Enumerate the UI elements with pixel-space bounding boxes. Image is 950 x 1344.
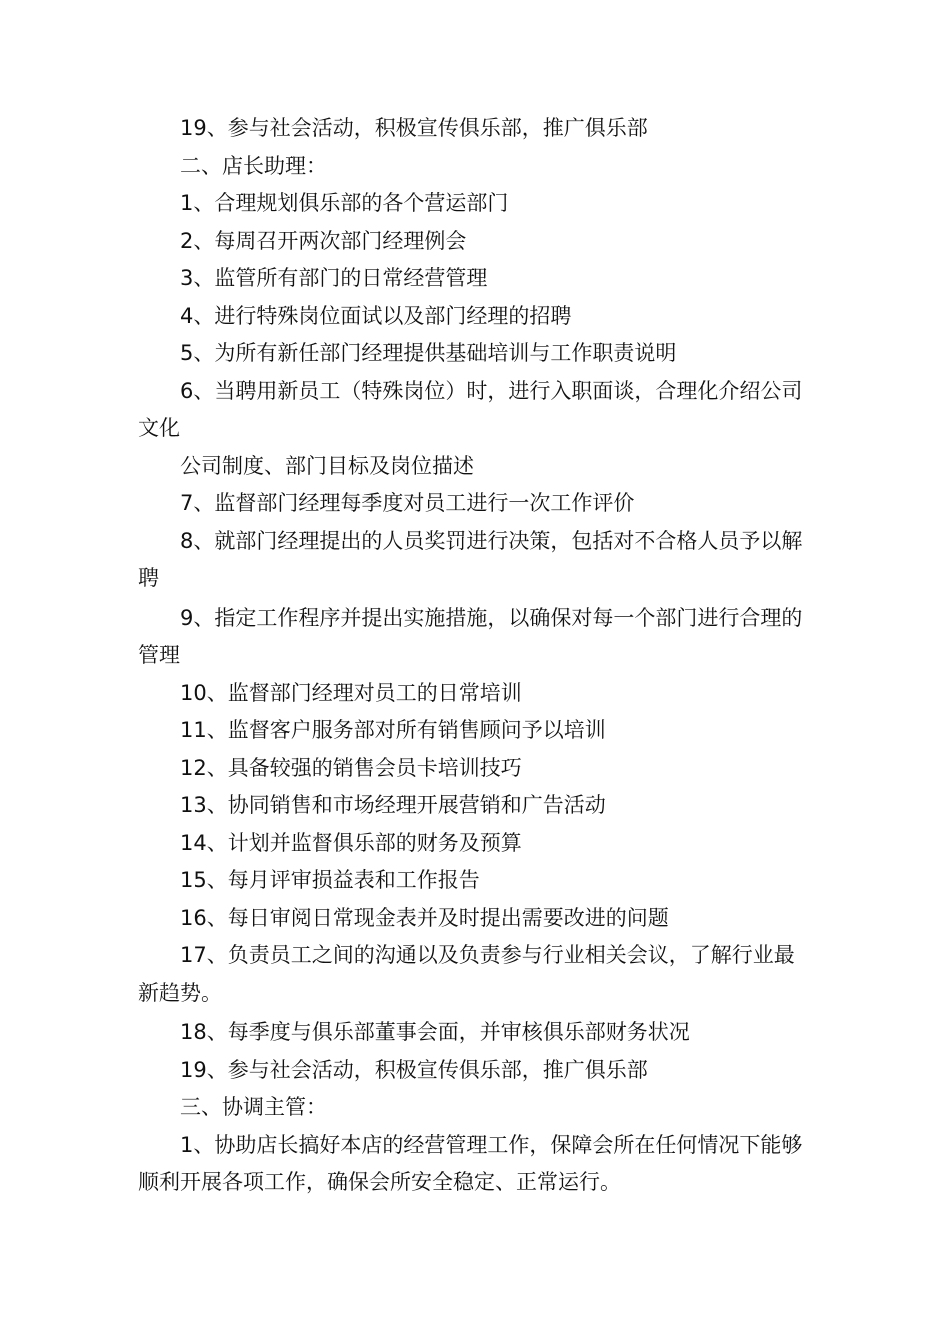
- paragraph-item-11: 11、监督客户服务部对所有销售顾问予以培训: [180, 718, 606, 742]
- paragraph-item-10: 10、监督部门经理对员工的日常培训: [180, 680, 522, 705]
- paragraph-item-19-repeat: 19、参与社会活动，积极宣传俱乐部，推广俱乐部: [180, 1057, 648, 1082]
- section-heading-coordinator: 三、协调主管：: [180, 1095, 327, 1119]
- document-body: [138, 110, 810, 1202]
- paragraph-item-9: 9、指定工作程序并提出实施措施，以确保对每一个部门进行合理的管理: [138, 605, 803, 667]
- paragraph-continuation: 公司制度、部门目标及岗位描述: [180, 453, 474, 478]
- paragraph-item-13: 13、协同销售和市场经理开展营销和广告活动: [180, 793, 606, 817]
- paragraph-item-3: 3、监管所有部门的日常经营管理: [180, 266, 488, 290]
- paragraph-coordinator-item-1: 1、协助店长搞好本店的经营管理工作，保障会所在任何情况下能够顺利开展各项工作，确保会所安全稳定、正常运行。: [138, 1132, 803, 1194]
- paragraph-item-14: 14、计划并监督俱乐部的财务及预算: [180, 830, 522, 855]
- paragraph-item-12: 12、具备较强的销售会员卡培训技巧: [180, 755, 522, 780]
- paragraph-item-8: 8、就部门经理提出的人员奖罚进行决策，包括对不合格人员予以解聘: [138, 528, 803, 590]
- paragraph-item-18: 18、每季度与俱乐部董事会面，并审核俱乐部财务状况: [180, 1020, 690, 1044]
- paragraph-item-5: 5、为所有新任部门经理提供基础培训与工作职责说明: [180, 341, 677, 365]
- paragraph-item-6: 6、当聘用新员工（特殊岗位）时，进行入职面谈，合理化介绍公司文化: [138, 378, 803, 440]
- paragraph-item-1: 1、合理规划俱乐部的各个营运部门: [180, 191, 509, 215]
- paragraph-item-16: 16、每日审阅日常现金表并及时提出需要改进的问题: [180, 905, 669, 930]
- paragraph-item-15: 15、每月评审损益表和工作报告: [180, 868, 480, 892]
- paragraph-item-19: 19、参与社会活动，积极宣传俱乐部，推广俱乐部: [180, 116, 648, 140]
- paragraph-item-2: 2、每周召开两次部门经理例会: [180, 228, 467, 253]
- section-heading-store-assistant: 二、店长助理：: [180, 153, 327, 178]
- paragraph-item-4: 4、进行特殊岗位面试以及部门经理的招聘: [180, 303, 572, 328]
- paragraph-item-7: 7、监督部门经理每季度对员工进行一次工作评价: [180, 491, 635, 515]
- paragraph-item-17: 17、负责员工之间的沟通以及负责参与行业相关会议，了解行业最新趋势。: [138, 943, 795, 1005]
